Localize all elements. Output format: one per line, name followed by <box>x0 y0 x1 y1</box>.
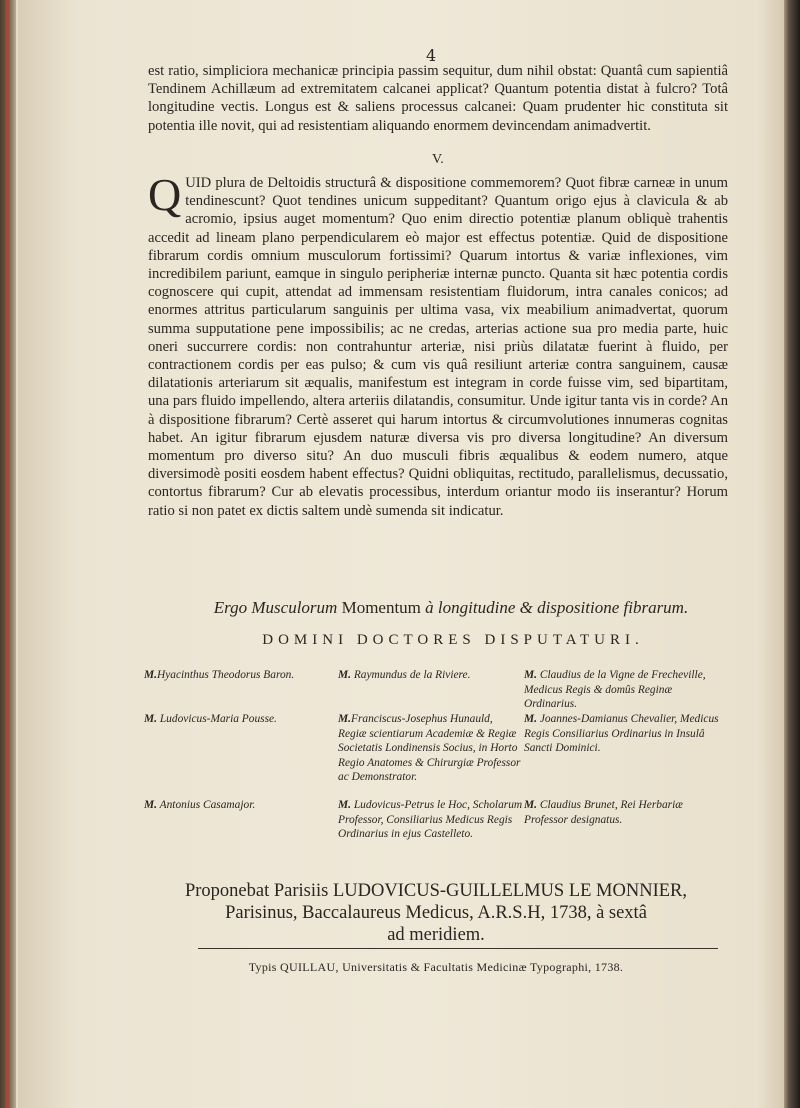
doctors-heading: DOMINI DOCTORES DISPUTATURI. <box>262 632 644 648</box>
proponebat-line-1: Proponebat Parisiis LUDOVICUS-GUILLELMUS LE MONNIER, <box>184 881 688 901</box>
proponebat-line-3: ad meridiem. <box>387 925 485 945</box>
page-edge-shadow <box>784 0 800 1108</box>
page-number: 4 <box>426 46 437 65</box>
divider-rule <box>198 948 718 949</box>
doctor-name: M. Joannes-Damianus Chevalier, Medicus Regis Consiliarius Ordinarius in Insulâ Sancti Dominici. <box>524 713 719 754</box>
paragraph-one: est ratio, simpliciora mechanicæ principia passim sequitur, dum nihil obstat: Quantâ cum sapientiâ Tendinem Achillæum ad extremitatem calcanei applicat? Quantum potentia distat à fulcro? Totâ longitudine vectis. Longus est & saliens processus calcanei: Quam prudenter hic constituta sit potentia ille novit, qui ad resistentiam aliquando enormem devincendam animadvertit. <box>148 63 728 134</box>
paragraph-two-text: UID plura de Deltoidis structurâ & dispositione commemorem? Quot fibræ carneæ in unum tendinescunt? Quot tendines unicum suppeditant? Quantum origo ejus à clavicula & ab acromio, ipsius auget momentum? Quo enim directio potentiæ planum obliquè trahentis accedit ad lineam plano perpendicularem eò major est effectus potentiæ. Quid de dispositione fibrarum cordis omnium musculorum fortissimi? Quarum intortus & variæ inflexiones, vim incredibilem pariunt, eamque in singulo peripheriæ internæ puncto. Quanta sit hæc potentia cordis cognoscere qui cupit, attendat ad immensam resistentiam fluidorum, intra canales conicos; ad enormes attritus particularum sanguinis per ultima vasa, vix meabilium animadvertat, quorum summa supputatione pene impossibilis; ac ne credas, arterias actione sua pro media parte, huic oneri succurrere cordis: non contrahuntur arteriæ, nisi priùs dilatatæ fuerint à fluido, per contractionem cordis per eas pulso; & cum vis quâ resiliunt arteriæ contra sanguinem, causæ dilatationis arteriarum sit æqualis, manifestum est integram in corde fuisse vim, sed bipartitam, una pars fluido impellendo, altera arteriis dilatandis, consumitur. Unde igitur tanta vis in corde? An à dispositione fibrarum? Certè asseret qui harum intortus & circumvolutiones innumeras cognitas habet. An igitur fibrarum ejusdem naturæ diversa vis pro diversa longitudine? An diversum momentum pro diverso situ? An duo musculi fibris æqualibus & eodem numero, atque diversimodè positi eosdem habent effectus? Quidni obliquitas, rectitudo, parallelismus, decussatio, contortus fibrarum? Cur ab elevatis processibus, interdum oriantur modo iis inserantur? Horum ratio si non patet ex dictis saltem undè sumenda sit indicatur. <box>148 175 728 519</box>
paragraph-two <box>148 169 728 520</box>
thesis-rest: à longitudine & dispositione fibrarum. <box>425 598 689 617</box>
doctor-name: M. Claudius de la Vigne de Frecheville, Medicus Regis & domûs Reginæ Ordinarius. <box>524 669 706 710</box>
section-number: V. <box>432 152 444 167</box>
doctor-name: M. Claudius Brunet, Rei Herbariæ Professor designatus. <box>524 799 683 826</box>
proponebat-line-2: Parisinus, Baccalaureus Medicus, A.R.S.H, 1738, à sextâ <box>225 903 647 923</box>
thesis-ergo: Ergo Musculorum <box>213 598 338 617</box>
thesis-statement <box>161 598 741 618</box>
doctor-name: M.Hyacinthus Theodorus Baron. <box>144 669 295 681</box>
book-page <box>18 0 784 1108</box>
doctor-name: M. Antonius Casamajor. <box>144 799 256 811</box>
proponebat-block <box>136 880 736 946</box>
doctor-name: M. Ludovicus-Petrus le Hoc, Scholarum Professor, Consiliarius Medicus Regis Ordinarius in ejus Castelleto. <box>338 799 523 840</box>
doctor-name: M. Ludovicus-Maria Pousse. <box>144 713 277 725</box>
thesis-momentum: Momentum <box>341 598 421 617</box>
binding-edge-stripe <box>6 0 9 1108</box>
doctor-name: M.Franciscus-Josephus Hunauld, Regiæ scientiarum Academiæ & Regiæ Societatis Londinensis Socius, in Horto Regio Anatomes & Chirurgiæ Professor ac Demonstrator. <box>338 713 521 783</box>
drop-cap: Q <box>148 169 182 220</box>
printer-imprint: Typis QUILLAU, Universitatis & Facultatis Medicinæ Typographi, 1738. <box>248 960 624 974</box>
doctor-name: M. Raymundus de la Riviere. <box>338 669 471 681</box>
